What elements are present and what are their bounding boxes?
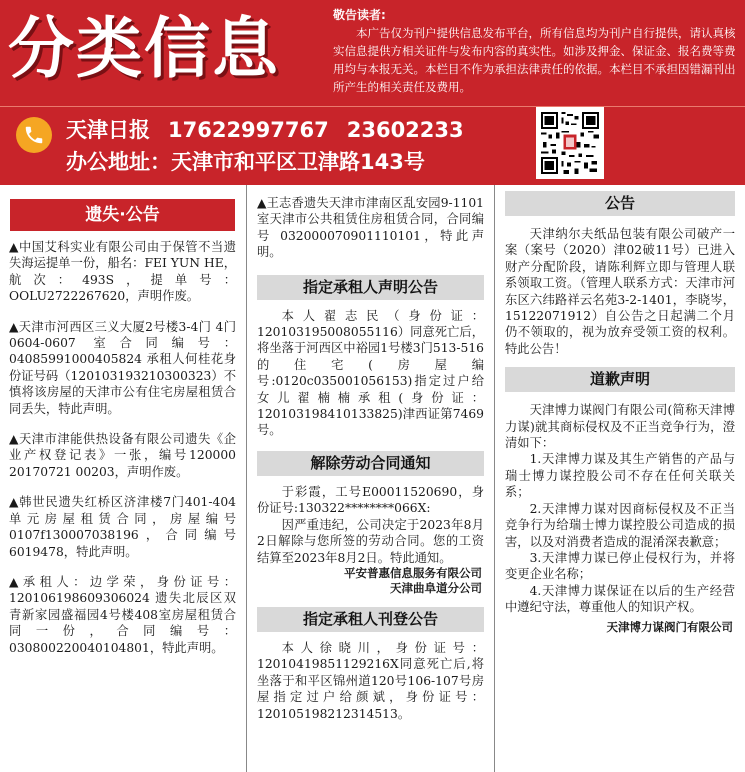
termination-signer-branch: 天津曲阜道分公司 <box>390 581 482 596</box>
reader-notice <box>333 6 739 96</box>
column-lost-notices <box>0 185 247 772</box>
paper-name: 天津日报 <box>66 118 150 142</box>
phone-number-2: 23602233 <box>346 118 464 142</box>
column-middle <box>248 185 495 772</box>
designated-tenant-publish-heading: 指定承租人刊登公告 <box>257 607 484 632</box>
notice-item: ▲承租人：边学荣，身份证号：120106198609306024 遗失北辰区双青新家园盛福园4号楼408室房屋租赁合同一份，合同编号：030800220040104801，特此声明。 <box>9 574 236 655</box>
qr-code-icon <box>536 107 604 179</box>
announcement-body: 天津纳尔夫纸品包装有限公司破产一案（案号（2020）津02破11号）已进入财产分配阶段，请陈利辉立即与管理人联系领取工资。（管理人联系方式：天津市河东区六纬路祥云名苑3-2-1401，李晓岑，15122071912）自公告之日起满二个月仍不领取的，视为放弃受领工资的权利。特此公告！ <box>505 227 735 356</box>
apology-point: 3.天津博力谋已停止侵权行为，并将变更企业名称； <box>505 550 735 582</box>
termination-heading: 解除劳动合同通知 <box>257 451 484 476</box>
contact-bar <box>0 106 745 185</box>
phone-icon <box>16 117 52 153</box>
apology-intro: 天津博力谋阀门有限公司(简称天津博力谋)就其商标侵权及不正当竞争行为，澄清如下： <box>505 403 735 451</box>
termination-recipient: 于彩霞，工号E00011520690，身份证号:130322********066X: <box>257 484 484 516</box>
termination-body: 因严重违纪，公司决定于2023年8月2日解除与您所签的劳动合同。您的工资结算至2023年8月2日。特此通知。 <box>257 517 484 565</box>
apology-point: 4.天津博力谋保证在以后的生产经营中遵纪守法，尊重他人的知识产权。 <box>505 583 735 615</box>
contact-line <box>66 115 482 145</box>
notice-item: ▲王志香遗失天津市津南区乱安园9-1101室天津市公共租赁住房租赁合同，合同编号 032000070901110101，特此声明。 <box>257 196 484 260</box>
section-title: 分类信息 <box>8 10 280 87</box>
designated-tenant-heading: 指定承租人声明公告 <box>257 275 484 300</box>
designated-tenant-body: 本人翟志民（身份证：120103195008055116）同意死亡后，将坐落于河西区中裕园1号楼3门513-516的住宅(房屋编号:0120c035001056153)指定过户给女儿翟楠楠承租(身份证：120103198410133825)津西证第7469号。 <box>257 308 484 438</box>
header-top <box>0 0 745 106</box>
apology-point: 2.天津博力谋对因商标侵权及不正当竞争行为给瑞士博力谋控股公司造成的损害，以及对消费者造成的混淆深表歉意； <box>505 501 735 549</box>
lost-notice-heading: 遗失·公告 <box>10 199 235 231</box>
apology-signer: 天津博力谋阀门有限公司 <box>606 619 733 634</box>
designated-tenant-publish-body: 本人徐晓川，身份证号：12010419851129216X同意死亡后,将坐落于和平区锦州道120号106-107号房屋指定过户给颜斌，身份证号：120105198212314513。 <box>257 640 484 721</box>
notice-title: 敬告读者: <box>333 8 386 22</box>
apology-heading: 道歉声明 <box>505 367 735 392</box>
apology-point: 1.天津博力谋及其生产销售的产品与瑞士博力谋控股公司不存在任何关联关系； <box>505 452 735 500</box>
notice-item: ▲韩世民遗失红桥区济津楼7门401-404单元房屋租赁合同，房屋编号0107f130007038196，合同编号6019478，特此声明。 <box>9 495 236 559</box>
office-address: 办公地址：天津市和平区卫津路143号 <box>66 150 425 174</box>
notice-body: 本广告仅为刊户提供信息发布平台，所有信息均为刊户自行提供，请认真核实信息提供方相关证件与发布内容的真实性。如涉及押金、保证金、报名费等费用均与本报无关。本栏目不作为承担法律责任的依据。本栏目不承担因错漏刊出所产生的相关责任及费用。 <box>333 26 736 94</box>
notice-item: ▲天津市津能供热设备有限公司遗失《企业产权登记表》一张，编号120000 20170721 00203，声明作废。 <box>9 432 236 479</box>
phone-number-1: 17622997767 <box>168 118 329 142</box>
termination-signer-company: 平安普惠信息服务有限公司 <box>344 565 482 580</box>
notice-item: ▲天津市河西区三义大厦2号楼3-4门 4门 0604-0607 室合同编号：04085991000405824 承租人何桂花身份证号码（120103193210300323）不慎将该房屋的天津市公有住宅房屋租赁合同丢失，特此声明。 <box>9 319 236 416</box>
header-banner <box>0 0 745 185</box>
announcement-heading: 公告 <box>505 191 735 216</box>
notice-item: ▲中国艾科实业有限公司由于保管不当遗失海运提单一份，船名：FEI YUN HE，航次：493S，提单号：OOLU2722267620，声明作废。 <box>9 240 236 304</box>
column-right <box>496 185 745 772</box>
